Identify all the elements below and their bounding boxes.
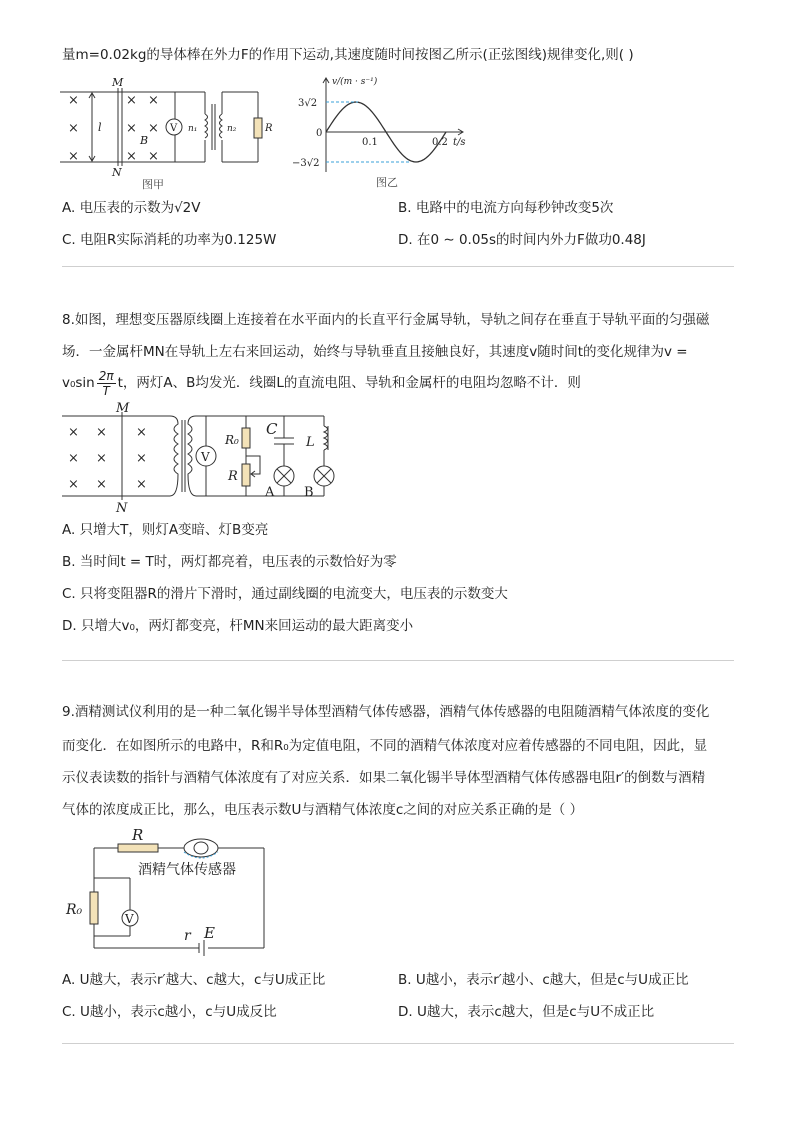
- q9-stem-line1: 9.酒精测试仪利用的是一种二氧化锡半导体型酒精气体传感器，酒精气体传感器的电阻随酒精气体浓度的变化: [62, 704, 710, 720]
- separator: [62, 266, 734, 267]
- q8-fig-label-b: B: [304, 485, 314, 500]
- svg-text:×: ×: [136, 451, 147, 466]
- q8-fig-label-l: L: [306, 435, 315, 450]
- q8-stem-line3: [62, 366, 581, 400]
- svg-text:×: ×: [96, 451, 107, 466]
- q8-frac-num: 2π: [98, 368, 114, 383]
- q7-jia-label-v: V: [170, 123, 178, 134]
- svg-text:×: ×: [96, 425, 107, 440]
- q8-fig-label-a: A: [265, 485, 275, 500]
- q8-fig-label-m: M: [116, 402, 130, 416]
- q8-fig-label-c: C: [266, 420, 278, 438]
- q7-jia-label-m: M: [112, 76, 124, 89]
- q8-fraction: [97, 369, 116, 398]
- q9-fig-label-r: R: [132, 826, 144, 844]
- q7-yi-tick-02: 0.2: [432, 137, 448, 148]
- q7-yi-x-label: t/s: [453, 137, 466, 148]
- q9-fig-sensor-label: 酒精气体传感器: [138, 862, 236, 878]
- q7-option-b: B. 电路中的电流方向每秒钟改变5次: [398, 200, 614, 216]
- q7-figure-jia: [60, 74, 280, 194]
- q7-option-a: A. 电压表的示数为√2V: [62, 200, 201, 216]
- q7-yi-origin: 0: [316, 128, 323, 139]
- q7-option-d: D. 在0 ∼ 0.05s的时间内外力F做功0.48J: [398, 232, 646, 248]
- q7-figure-yi: [288, 72, 478, 194]
- q7-option-c: C. 电阻R实际消耗的功率为0.125W: [62, 232, 277, 248]
- q8-option-d: D. 只增大v₀，两灯都变亮，杆MN来回运动的最大距离变小: [62, 618, 414, 634]
- svg-text:×: ×: [126, 93, 137, 108]
- q8-fig-label-v: V: [201, 450, 210, 464]
- svg-text:×: ×: [68, 93, 79, 108]
- q7-jia-label-r: R: [265, 123, 273, 134]
- svg-text:×: ×: [148, 93, 159, 108]
- svg-text:×: ×: [126, 149, 137, 164]
- q8-figure: [62, 402, 342, 514]
- q9-fig-label-r0: R₀: [66, 902, 83, 918]
- svg-text:×: ×: [68, 477, 79, 492]
- q7-jia-caption: 图甲: [142, 178, 164, 191]
- q8-option-c: C. 只将变阻器R的滑片下滑时，通过副线圈的电流变大，电压表的示数变大: [62, 586, 508, 602]
- q8-stem-line2: 场．一金属杆MN在导轨上左右来回运动，始终与导轨垂直且接触良好，其速度v随时间t的变化规律为v =: [62, 344, 688, 360]
- q7-yi-caption: 图乙: [376, 176, 398, 189]
- svg-text:×: ×: [148, 121, 159, 136]
- q9-stem-line4: 气体的浓度成正比，那么，电压表示数U与酒精气体浓度c之间的对应关系正确的是（ ）: [62, 802, 584, 818]
- q9-option-c: C. U越小，表示c越小，c与U成反比: [62, 1004, 277, 1020]
- svg-text:×: ×: [68, 149, 79, 164]
- q9-stem-line2: 而变化．在如图所示的电路中，R和R₀为定值电阻，不同的酒精气体浓度对应着传感器的不同电阻，因此，显: [62, 738, 708, 754]
- q9-fig-label-e: E: [204, 924, 215, 942]
- separator: [62, 660, 734, 661]
- q7-jia-label-n2: n₂: [227, 124, 237, 134]
- q7-yi-tick-01: 0.1: [362, 137, 378, 148]
- q9-option-a: A. U越大，表示r′越大、c越大，c与U成正比: [62, 972, 326, 988]
- separator: [62, 1043, 734, 1044]
- svg-text:×: ×: [136, 477, 147, 492]
- q8-option-b: B. 当时间t = T时，两灯都亮着，电压表的示数恰好为零: [62, 554, 397, 570]
- q9-option-b: B. U越小，表示r′越小、c越大，但是c与U成正比: [398, 972, 689, 988]
- q7-jia-label-n: N: [112, 166, 122, 179]
- q9-stem-line3: 示仪表读数的指针与酒精气体浓度有了对应关系．如果二氧化锡半导体型酒精气体传感器电阻r′的倒数与酒精: [62, 770, 706, 786]
- q8-formula-pre: v₀sin: [62, 375, 95, 391]
- q7-jia-label-b: B: [140, 134, 149, 147]
- q7-jia-label-l: l: [98, 121, 102, 134]
- q8-fig-label-n: N: [116, 501, 128, 514]
- svg-text:×: ×: [68, 451, 79, 466]
- svg-text:×: ×: [68, 425, 79, 440]
- svg-text:×: ×: [148, 149, 159, 164]
- q7-yi-y-label: v/(m · s⁻¹): [332, 77, 378, 87]
- q9-option-d: D. U越大，表示c越大，但是c与U不成正比: [398, 1004, 655, 1020]
- q8-option-a: A. 只增大T，则灯A变暗、灯B变亮: [62, 522, 269, 538]
- q7-stem: 量m=0.02kg的导体棒在外力F的作用下运动,其速度随时间按图乙所示(正弦图线)规律变化,则( ): [62, 47, 634, 63]
- q7-yi-y-top: 3√2: [298, 98, 318, 109]
- q8-formula-post: t，两灯A、B均发光．线圈L的直流电阻、导轨和金属杆的电阻均忽略不计．则: [117, 375, 581, 391]
- q8-fig-label-r: R: [228, 469, 238, 484]
- svg-text:×: ×: [136, 425, 147, 440]
- q8-fig-label-r0: R₀: [225, 433, 239, 447]
- q9-fig-label-v: V: [125, 912, 134, 926]
- svg-text:×: ×: [68, 121, 79, 136]
- q7-jia-label-n1: n₁: [188, 124, 198, 134]
- svg-text:×: ×: [126, 121, 137, 136]
- svg-text:×: ×: [96, 477, 107, 492]
- q9-figure: [62, 826, 276, 958]
- q9-fig-label-r-internal: r: [184, 928, 191, 944]
- q8-stem-line1: 8.如图，理想变压器原线圈上连接着在水平面内的长直平行金属导轨，导轨之间存在垂直于导轨平面的匀强磁: [62, 312, 710, 328]
- q7-yi-y-bottom: −3√2: [292, 158, 320, 169]
- q8-frac-den: T: [102, 383, 110, 398]
